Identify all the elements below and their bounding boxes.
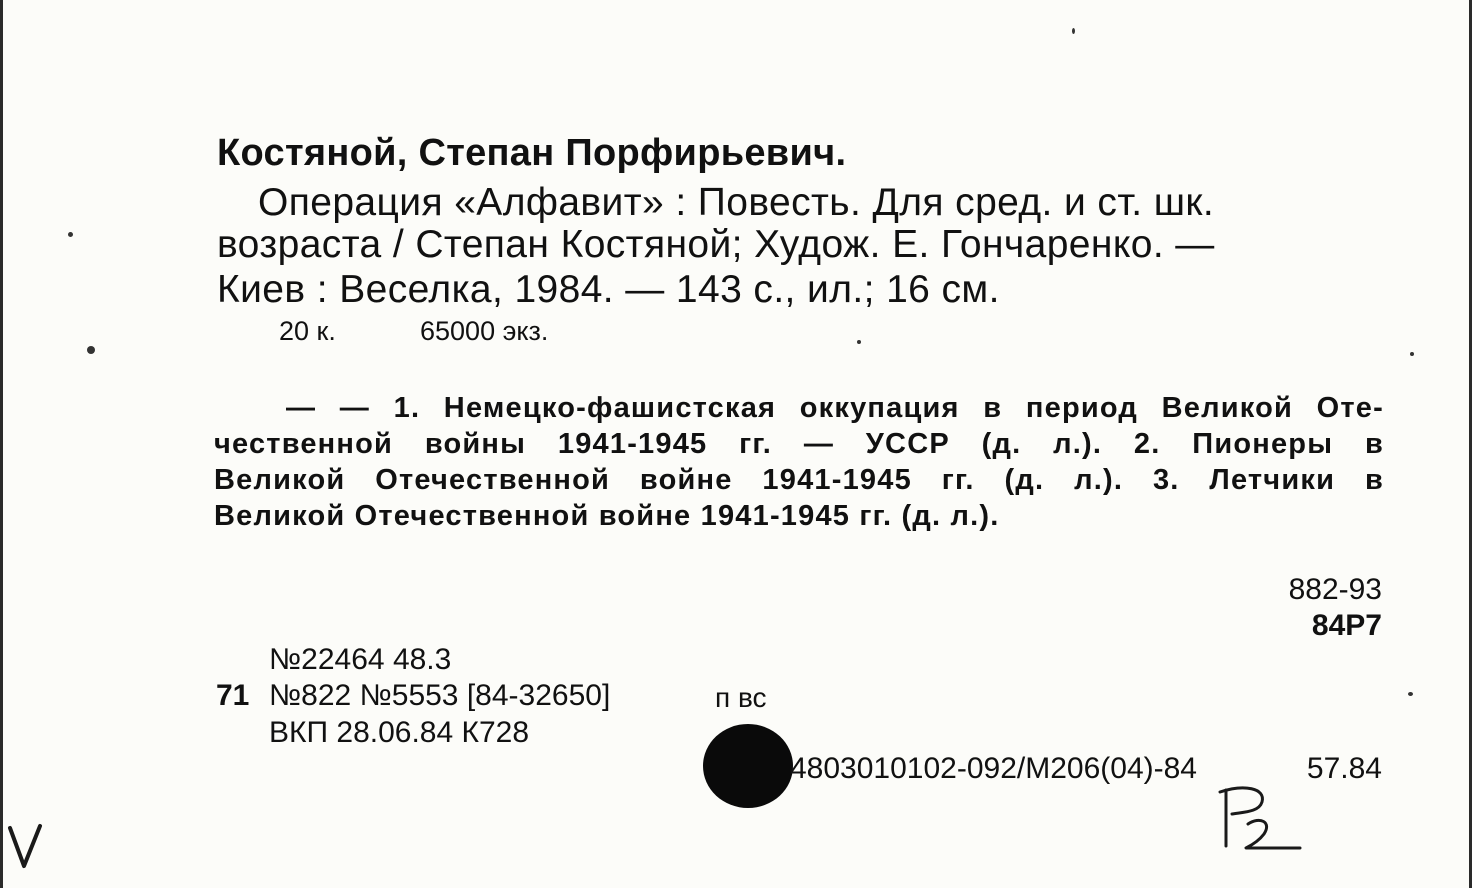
accession-note: п вс	[715, 682, 767, 713]
handwritten-mark-right	[1214, 782, 1310, 854]
publication-code: 4803010102-092/М206(04)-84	[790, 752, 1197, 785]
ink-speck	[1408, 692, 1413, 696]
handwritten-mark-left	[6, 822, 50, 872]
subject-line: Великой Отечественной войне 1941-1945 гг. (д. л.). 3. Летчики в	[214, 464, 1384, 496]
subject-line: Великой Отечественной войне 1941-1945 гг. (д. л.).	[214, 500, 1000, 532]
description-line: Операция «Алфавит» : Повесть. Для сред. и ст. шк.	[258, 181, 1215, 224]
accession-line: №22464 48.3	[269, 643, 452, 676]
card-left-edge	[0, 0, 3, 888]
description-line: возраста / Степан Костяной; Худож. Е. Гончаренко. —	[217, 223, 1215, 266]
ink-speck	[87, 346, 95, 354]
ink-speck	[857, 340, 861, 344]
accession-line: ВКП 28.06.84 К728	[269, 716, 530, 749]
classification-index: 882-93	[1288, 573, 1382, 606]
subject-line: — — 1. Немецко-фашистская оккупация в период Великой Оте-	[286, 392, 1384, 424]
subject-headings	[214, 390, 1384, 534]
punched-hole	[703, 724, 793, 808]
price: 20 к.	[279, 316, 336, 346]
description-line: Киев : Веселка, 1984. — 143 с., ил.; 16 см.	[217, 268, 1000, 311]
ink-speck	[68, 232, 73, 237]
ink-speck	[1072, 28, 1075, 34]
accession-mark: 71	[216, 679, 250, 712]
ink-speck	[1410, 352, 1414, 356]
author-heading: Костяной, Степан Порфирьевич.	[217, 132, 847, 174]
accession-line: №822 №5553 [84-32650]	[269, 679, 611, 712]
print-run: 65000 экз.	[420, 316, 549, 346]
subject-line: чественной войны 1941-1945 гг. — УССР (д. л.). 2. Пионеры в	[214, 428, 1384, 460]
order-number: 57.84	[1306, 752, 1382, 785]
author-sign: 84Р7	[1311, 609, 1382, 642]
